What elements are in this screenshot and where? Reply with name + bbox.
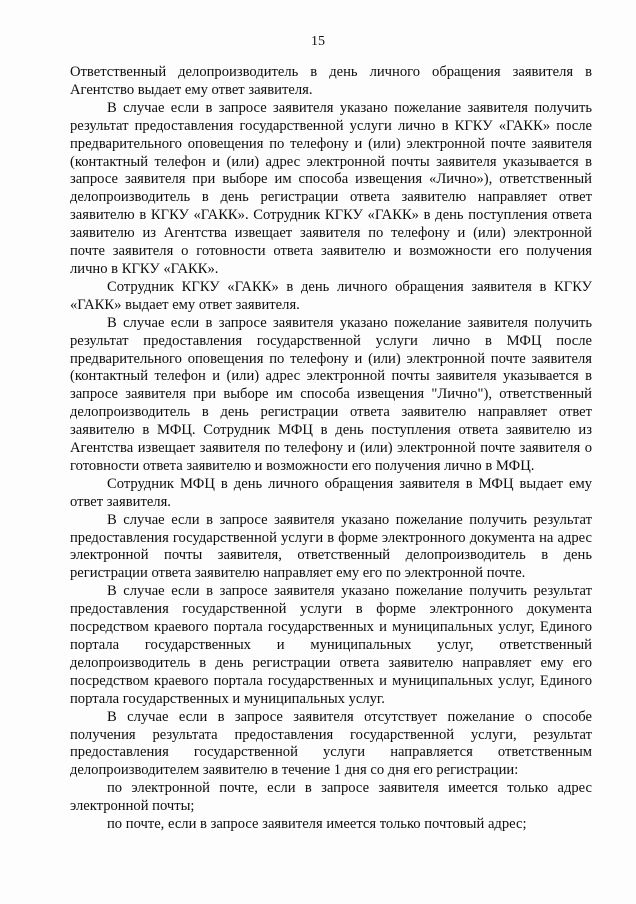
paragraph: Ответственный делопроизводитель в день личного обращения заявителя в Агентство выдает ему ответ заявителя.: [70, 64, 592, 98]
document-body: [70, 64, 592, 834]
paragraph: В случае если в запросе заявителя указано пожелание получить результат предоставления государственной услуги в форме электронного документа на адрес электронной почты заявителя, ответственный делопроизводитель в день регистрации ответа заявителю направляет ему его по электронной почте.: [70, 511, 592, 582]
paragraph: В случае если в запросе заявителя указано пожелание заявителя получить результат предоставления государственной услуги лично в МФЦ после предварительного оповещения по телефону и (или) электронной почте заявителя (контактный телефон и (или) адрес электронной почты заявителя указывается в запросе заявителя при выборе им способа извещения "Лично"), ответственный делопроизводитель в день регистрации ответа заявителю направляет ответ заявителю в МФЦ. Сотрудник МФЦ в день поступления ответа заявителю из Агентства извещает заявителя по телефону и (или) электронной почте заявителя о готовности ответа заявителю и возможности его получения лично в МФЦ.: [70, 314, 592, 474]
paragraph: Сотрудник МФЦ в день личного обращения заявителя в МФЦ выдает ему ответ заявителя.: [70, 475, 592, 510]
paragraph: В случае если в запросе заявителя указано пожелание получить результат предоставления государственной услуги в форме электронного документа посредством краевого портала государственных и муниципальных услуг, Единого портала государственных и муниципальных услуг, ответственный делопроизводитель в день регистрации ответа заявителю направляет ему его посредством краевого портала государственных и муниципальных услуг, Единого портала государственных и муниципальных услуг.: [70, 583, 592, 707]
page-number: 15: [311, 34, 325, 49]
paragraph: по электронной почте, если в запросе заявителя имеется только адрес электронной почты;: [70, 780, 592, 815]
paragraph: В случае если в запросе заявителя отсутствует пожелание о способе получения результата предоставления государственной услуги, результат предоставления государственной услуги направляется ответственным делопроизводителем заявителю в течение 1 дня со дня его регистрации:: [70, 708, 592, 779]
paragraph: Сотрудник КГКУ «ГАКК» в день личного обращения заявителя в КГКУ «ГАКК» выдает ему ответ заявителя.: [70, 278, 592, 313]
paragraph: по почте, если в запросе заявителя имеется только почтовый адрес;: [107, 816, 527, 833]
paragraph: В случае если в запросе заявителя указано пожелание заявителя получить результат предоставления государственной услуги лично в КГКУ «ГАКК» после предварительного оповещения по телефону и (или) электронной почте заявителя (контактный телефон и (или) адрес электронной почты заявителя указывается в запросе заявителя при выборе им способа извещения «Лично»), ответственный делопроизводитель в день регистрации ответа заявителю направляет ответ заявителю в КГКУ «ГАКК». Сотрудник КГКУ «ГАКК» в день поступления ответа заявителю из Агентства извещает заявителя по телефону и (или) электронной почте заявителя о готовности ответа заявителю и возможности его получения лично в КГКУ «ГАКК».: [70, 99, 592, 277]
